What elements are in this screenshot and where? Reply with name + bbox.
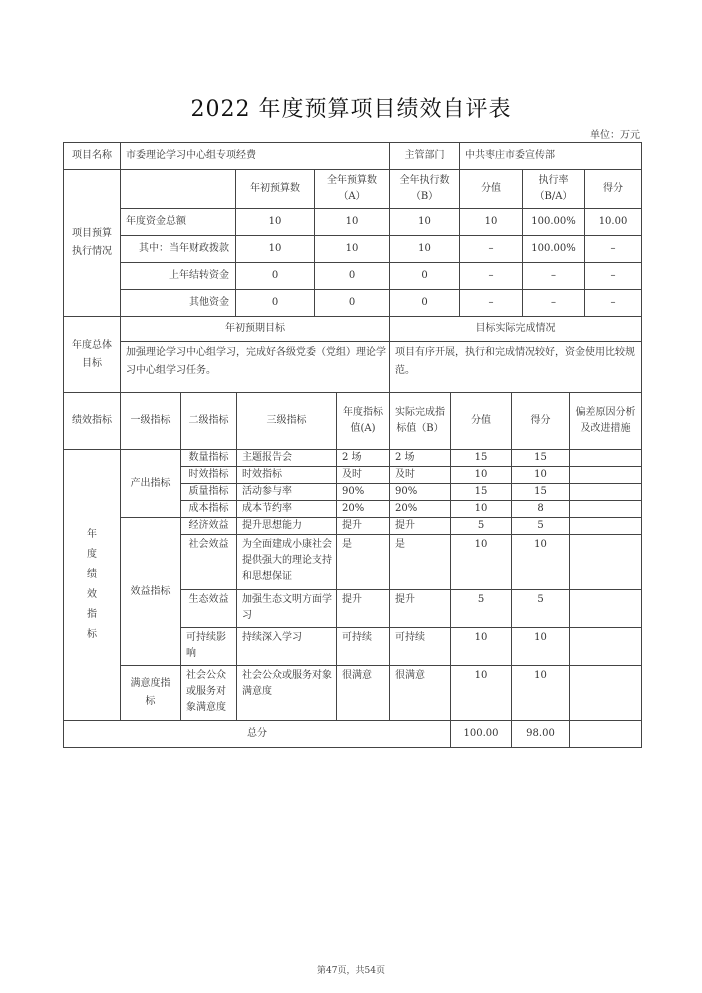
actual: 可持续 bbox=[390, 628, 451, 666]
score: 10 bbox=[512, 628, 570, 666]
level3: 为全面建成小康社会提供强大的理论支持和思想保证 bbox=[237, 535, 337, 590]
score-value: 10 bbox=[451, 467, 512, 484]
budget-executed: 10 bbox=[390, 236, 460, 263]
score-value: 10 bbox=[451, 501, 512, 518]
header-level2: 二级指标 bbox=[181, 393, 237, 450]
actual: 90% bbox=[390, 484, 451, 501]
project-row bbox=[64, 143, 642, 170]
budget-header-row bbox=[64, 170, 642, 209]
score: 15 bbox=[512, 450, 570, 467]
score-value: 5 bbox=[451, 518, 512, 535]
expected-goal: 加强理论学习中心组学习，完成好各级党委（党组）理论学习中心组学习任务。 bbox=[121, 342, 390, 393]
header-score-value: 分值 bbox=[451, 393, 512, 450]
header-initial: 年初预算数 bbox=[236, 170, 315, 209]
level1-satisfaction: 满意度指标 bbox=[121, 666, 181, 721]
budget-initial: 0 bbox=[236, 263, 315, 290]
total-row bbox=[64, 721, 642, 748]
budget-score: – bbox=[585, 236, 642, 263]
actual: 提升 bbox=[390, 590, 451, 628]
level3: 成本节约率 bbox=[237, 501, 337, 518]
header-rate: 执行率 （B/A） bbox=[523, 170, 585, 209]
deviation bbox=[570, 590, 642, 628]
score: 8 bbox=[512, 501, 570, 518]
header-level1: 一级指标 bbox=[121, 393, 181, 450]
level2: 社会效益 bbox=[181, 535, 237, 590]
level3: 主题报告会 bbox=[237, 450, 337, 467]
deviation bbox=[570, 535, 642, 590]
score: 10 bbox=[512, 666, 570, 721]
budget-rate: 100.00% bbox=[523, 236, 585, 263]
performance-header-row bbox=[64, 393, 642, 450]
budget-section-label: 项目预算执行情况 bbox=[64, 170, 121, 317]
actual: 及时 bbox=[390, 467, 451, 484]
budget-score: 10.00 bbox=[585, 209, 642, 236]
header-level3: 三级指标 bbox=[237, 393, 337, 450]
level1-output: 产出指标 bbox=[121, 450, 181, 518]
score: 10 bbox=[512, 467, 570, 484]
total-score: 98.00 bbox=[512, 721, 570, 748]
level3: 时效指标 bbox=[237, 467, 337, 484]
budget-rate: – bbox=[523, 263, 585, 290]
budget-row-label: 上年结转资金 bbox=[121, 263, 236, 290]
score: 10 bbox=[512, 535, 570, 590]
budget-annual: 0 bbox=[315, 290, 390, 317]
level2: 成本指标 bbox=[181, 501, 237, 518]
score-value: 15 bbox=[451, 484, 512, 501]
budget-header-blank bbox=[121, 170, 236, 209]
budget-executed: 0 bbox=[390, 290, 460, 317]
budget-score-value: – bbox=[460, 263, 523, 290]
project-name: 市委理论学习中心组专项经费 bbox=[121, 143, 390, 170]
level3: 社会公众或服务对象满意度 bbox=[237, 666, 337, 721]
actual: 是 bbox=[390, 535, 451, 590]
score-value: 10 bbox=[451, 666, 512, 721]
actual-goal: 项目有序开展，执行和完成情况较好，资金使用比较规范。 bbox=[390, 342, 642, 393]
budget-row-label: 其中：当年财政拨款 bbox=[121, 236, 236, 263]
level2: 数量指标 bbox=[181, 450, 237, 467]
level3: 加强生态文明方面学习 bbox=[237, 590, 337, 628]
budget-executed: 10 bbox=[390, 209, 460, 236]
budget-rate: – bbox=[523, 290, 585, 317]
dept-label: 主管部门 bbox=[390, 143, 460, 170]
budget-row-label: 其他资金 bbox=[121, 290, 236, 317]
budget-row bbox=[64, 290, 642, 317]
total-label: 总分 bbox=[64, 721, 451, 748]
actual: 提升 bbox=[390, 518, 451, 535]
dept-name: 中共枣庄市委宣传部 bbox=[460, 143, 642, 170]
header-score-value: 分值 bbox=[460, 170, 523, 209]
budget-annual: 10 bbox=[315, 209, 390, 236]
budget-annual: 0 bbox=[315, 263, 390, 290]
project-name-label: 项目名称 bbox=[64, 143, 121, 170]
score: 5 bbox=[512, 518, 570, 535]
indicator-row bbox=[64, 666, 642, 721]
budget-table bbox=[63, 142, 642, 393]
score-value: 5 bbox=[451, 590, 512, 628]
budget-score-value: 10 bbox=[460, 209, 523, 236]
budget-initial: 0 bbox=[236, 290, 315, 317]
target: 20% bbox=[337, 501, 390, 518]
level3: 活动参与率 bbox=[237, 484, 337, 501]
budget-row bbox=[64, 263, 642, 290]
performance-table bbox=[63, 392, 642, 748]
performance-side-label: 年度绩效指标 bbox=[64, 450, 121, 721]
performance-section-label: 绩效指标 bbox=[64, 393, 121, 450]
actual: 2 场 bbox=[390, 450, 451, 467]
level2: 生态效益 bbox=[181, 590, 237, 628]
header-score: 得分 bbox=[512, 393, 570, 450]
budget-score-value: – bbox=[460, 290, 523, 317]
header-score: 得分 bbox=[585, 170, 642, 209]
deviation bbox=[570, 666, 642, 721]
budget-score: – bbox=[585, 263, 642, 290]
level2: 时效指标 bbox=[181, 467, 237, 484]
level2: 社会公众或服务对象满意度 bbox=[181, 666, 237, 721]
level2: 经济效益 bbox=[181, 518, 237, 535]
header-deviation: 偏差原因分析及改进措施 bbox=[570, 393, 642, 450]
level2: 可持续影响 bbox=[181, 628, 237, 666]
level3: 持续深入学习 bbox=[237, 628, 337, 666]
target: 可持续 bbox=[337, 628, 390, 666]
deviation bbox=[570, 484, 642, 501]
total-deviation bbox=[570, 721, 642, 748]
goals-section-label: 年度总体目标 bbox=[64, 317, 121, 393]
deviation bbox=[570, 501, 642, 518]
target: 90% bbox=[337, 484, 390, 501]
deviation bbox=[570, 628, 642, 666]
page-title: 2022 年度预算项目绩效自评表 bbox=[190, 97, 512, 122]
header-annual: 全年预算数 （A） bbox=[315, 170, 390, 209]
unit-label: 单位：万元 bbox=[590, 130, 640, 141]
header-executed: 全年执行数 （B） bbox=[390, 170, 460, 209]
budget-rate: 100.00% bbox=[523, 209, 585, 236]
goals-row bbox=[64, 342, 642, 393]
score-value: 10 bbox=[451, 628, 512, 666]
level3: 提升思想能力 bbox=[237, 518, 337, 535]
target: 提升 bbox=[337, 518, 390, 535]
indicator-row bbox=[64, 450, 642, 467]
target: 很满意 bbox=[337, 666, 390, 721]
budget-row-label: 年度资金总额 bbox=[121, 209, 236, 236]
goals-header-row bbox=[64, 317, 642, 342]
target: 2 场 bbox=[337, 450, 390, 467]
level1-benefit: 效益指标 bbox=[121, 518, 181, 666]
score-value: 10 bbox=[451, 535, 512, 590]
deviation bbox=[570, 518, 642, 535]
actual-goal-header: 目标实际完成情况 bbox=[390, 317, 642, 342]
budget-initial: 10 bbox=[236, 236, 315, 263]
target: 是 bbox=[337, 535, 390, 590]
target: 及时 bbox=[337, 467, 390, 484]
indicator-row bbox=[64, 518, 642, 535]
actual: 20% bbox=[390, 501, 451, 518]
budget-score: – bbox=[585, 290, 642, 317]
deviation bbox=[570, 450, 642, 467]
expected-goal-header: 年初预期目标 bbox=[121, 317, 390, 342]
budget-initial: 10 bbox=[236, 209, 315, 236]
budget-row bbox=[64, 209, 642, 236]
actual: 很满意 bbox=[390, 666, 451, 721]
deviation bbox=[570, 467, 642, 484]
header-target: 年度指标值(A) bbox=[337, 393, 390, 450]
score: 15 bbox=[512, 484, 570, 501]
budget-annual: 10 bbox=[315, 236, 390, 263]
target: 提升 bbox=[337, 590, 390, 628]
budget-score-value: – bbox=[460, 236, 523, 263]
header-actual: 实际完成指标值（B） bbox=[390, 393, 451, 450]
page-footer: 第47页，共54页 bbox=[317, 966, 385, 976]
score-value: 15 bbox=[451, 450, 512, 467]
total-score-value: 100.00 bbox=[451, 721, 512, 748]
budget-row bbox=[64, 236, 642, 263]
budget-executed: 0 bbox=[390, 263, 460, 290]
level2: 质量指标 bbox=[181, 484, 237, 501]
score: 5 bbox=[512, 590, 570, 628]
